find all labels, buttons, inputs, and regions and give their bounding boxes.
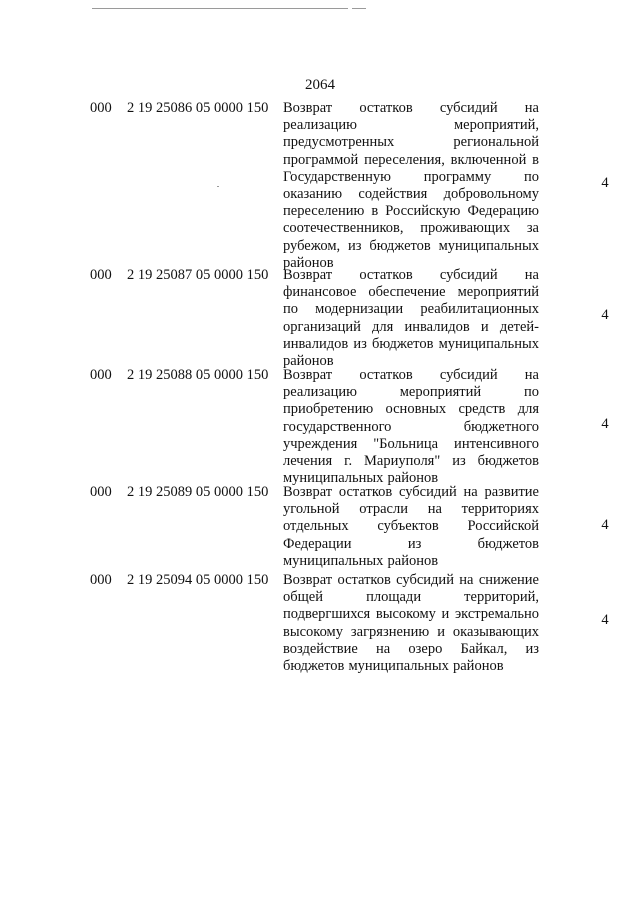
row-amount: 4 [601, 175, 609, 191]
table-row [90, 100, 620, 271]
table-row [90, 267, 620, 370]
admin-code: 000 [90, 267, 112, 283]
admin-code: 000 [90, 100, 112, 116]
table-row [90, 367, 620, 487]
budget-codes-table [90, 100, 620, 682]
row-description: Возврат остатков субсидий на развитие угольной отрасли на территориях отдельных субъектов Российской Федерации из бюджетов муниципальных районов [283, 484, 539, 569]
admin-code: 000 [90, 484, 112, 500]
scan-top-rule-dash [352, 8, 366, 9]
row-amount: 4 [601, 612, 609, 628]
budget-code: 2 19 25089 05 0000 150 [127, 484, 269, 500]
row-description: Возврат остатков субсидий на реализацию мероприятий по приобретению основных средств для государственного бюджетного учреждения "Больница интенсивного лечения г. Мариуполя" из бюджетов муниципальных районов [283, 367, 539, 487]
budget-code: 2 19 25086 05 0000 150 [127, 100, 269, 116]
row-amount: 4 [601, 517, 609, 533]
table-row [90, 484, 620, 572]
admin-code: 000 [90, 572, 112, 588]
row-description: Возврат остатков субсидий на финансовое обеспечение мероприятий по модернизации реабилитационных организаций для инвалидов и детей-инвалидов из бюджетов муниципальных районов [283, 267, 539, 370]
budget-code: 2 19 25088 05 0000 150 [127, 367, 269, 383]
budget-code: 2 19 25087 05 0000 150 [127, 267, 269, 283]
row-amount: 4 [601, 416, 609, 432]
budget-code: 2 19 25094 05 0000 150 [127, 572, 269, 588]
row-amount: 4 [601, 307, 609, 323]
table-row [90, 572, 620, 682]
row-description: Возврат остатков субсидий на снижение общей площади территорий, подвергшихся высокому и экстремально высокому загрязнению и оказывающих воздействие на озеро Байкал, из бюджетов муниципальных районов [283, 572, 539, 675]
page-number: 2064 [305, 77, 335, 93]
row-description: Возврат остатков субсидий на реализацию мероприятий, предусмотренных региональной программой переселения, включенной в Государственную программу по оказанию содействия добровольному переселению в Российскую Федерацию соотечественников, проживающих за рубежом, из бюджетов муниципальных районов [283, 100, 539, 271]
admin-code: 000 [90, 367, 112, 383]
scan-top-rule [92, 8, 348, 9]
